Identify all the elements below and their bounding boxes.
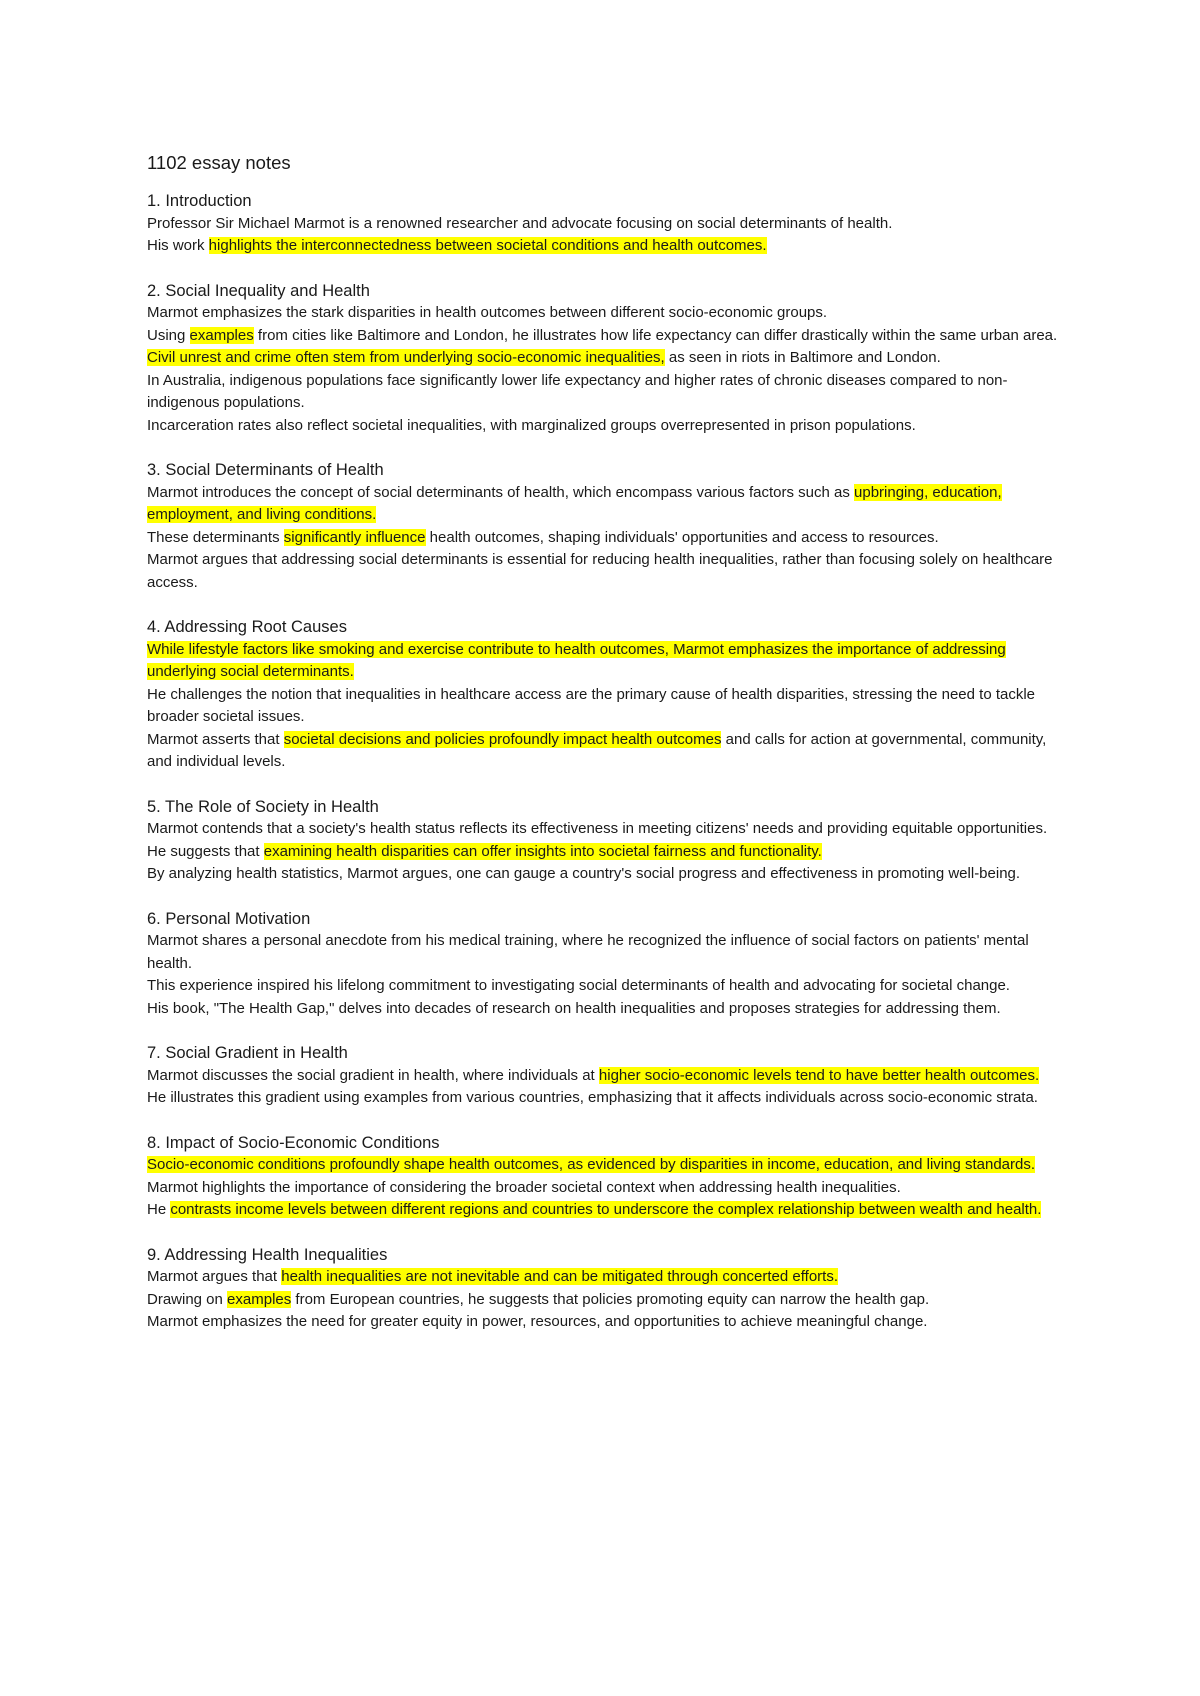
paragraph xyxy=(147,482,1067,527)
paragraph xyxy=(147,1065,1067,1088)
text-segment: Marmot emphasizes the stark disparities in health outcomes between different socio-economic groups. xyxy=(147,304,828,321)
section xyxy=(147,908,1067,1021)
paragraph xyxy=(147,1289,1067,1312)
section-heading: 5. The Role of Society in Health xyxy=(147,797,379,816)
text-segment: Incarceration rates also reflect societal inequalities, with marginalized groups overrepresented in prison populations. xyxy=(147,416,916,434)
highlighted-text: significantly influence xyxy=(283,528,426,546)
text-segment: Marmot discusses the social gradient in health, where individuals at xyxy=(147,1066,599,1084)
text-segment: Using xyxy=(147,326,190,344)
section-heading: 7. Social Gradient in Health xyxy=(147,1044,348,1062)
section xyxy=(147,796,1067,886)
text-segment: His work xyxy=(147,237,209,254)
section-heading: 1. Introduction xyxy=(147,192,252,210)
text-segment: as seen in riots in Baltimore and London. xyxy=(664,349,941,366)
document-title: 1102 essay notes xyxy=(147,152,291,173)
paragraph xyxy=(147,1311,1067,1334)
text-segment: Marmot highlights the importance of considering the broader societal context when addressing health inequalities. xyxy=(147,1178,901,1196)
highlighted-text: examples xyxy=(189,326,254,344)
paragraph xyxy=(147,841,1067,864)
section xyxy=(147,459,1067,594)
paragraph xyxy=(147,975,1067,998)
paragraph xyxy=(147,1177,1067,1200)
paragraph xyxy=(147,302,1067,325)
highlighted-text: health inequalities are not inevitable and can be mitigated through concerted efforts. xyxy=(281,1268,838,1285)
paragraph xyxy=(147,818,1067,841)
text-segment: Marmot argues that addressing social determinants is essential for reducing health inequalities, rather than focusing solely on healthcare access. xyxy=(147,551,1053,591)
paragraph xyxy=(147,1199,1067,1222)
highlighted-text: While lifestyle factors like smoking and exercise contribute to health outcomes, Marmot emphasizes the importance of addressing underlying social determinants. xyxy=(147,640,1006,680)
text-segment: Marmot emphasizes the need for greater equity in power, resources, and opportunities to achieve meaningful change. xyxy=(147,1313,928,1330)
text-segment: Marmot introduces the concept of social determinants of health, which encompass various factors such as xyxy=(147,483,855,501)
text-segment: He suggests that xyxy=(147,842,264,860)
text-segment: and calls for action at governmental, community, and individual levels. xyxy=(147,730,1047,770)
section xyxy=(147,280,1067,438)
text-segment: By analyzing health statistics, Marmot argues, one can gauge a country's social progress and effectiveness in promoting well-being. xyxy=(147,865,1021,882)
highlighted-text: upbringing, education, employment, and living conditions. xyxy=(147,483,1002,523)
highlighted-text: examining health disparities can offer insights into societal fairness and functionality. xyxy=(263,842,822,860)
text-segment: Drawing on xyxy=(147,1290,228,1308)
text-segment: Marmot asserts that xyxy=(147,730,284,748)
text-segment: His book, "The Health Gap," delves into decades of research on health inequalities and proposes strategies for addressing them. xyxy=(147,999,1001,1017)
paragraph xyxy=(147,1266,1067,1289)
text-segment: These determinants xyxy=(147,528,284,546)
highlighted-text: Civil unrest and crime often stem from underlying socio-economic inequalities, xyxy=(147,349,665,366)
section xyxy=(147,190,1067,258)
text-segment: He xyxy=(147,1201,171,1218)
section-heading: 6. Personal Motivation xyxy=(147,909,311,928)
paragraph xyxy=(147,863,1067,886)
paragraph xyxy=(147,213,1067,236)
text-segment: He illustrates this gradient using examples from various countries, emphasizing that it affects individuals across socio-economic strata. xyxy=(147,1089,1038,1106)
paragraph xyxy=(147,347,1067,370)
paragraph xyxy=(147,639,1067,684)
section-heading: 9. Addressing Health Inequalities xyxy=(147,1245,388,1264)
highlighted-text: highlights the interconnectedness between societal conditions and health outcomes. xyxy=(208,237,767,254)
text-segment: This experience inspired his lifelong commitment to investigating social determinants of health and advocating for societal change. xyxy=(147,977,1010,994)
paragraph xyxy=(147,684,1067,729)
section-heading: 2. Social Inequality and Health xyxy=(147,281,370,300)
section-heading: 4. Addressing Root Causes xyxy=(147,618,347,636)
paragraph xyxy=(147,1087,1067,1110)
paragraph xyxy=(147,998,1067,1021)
section xyxy=(147,1042,1067,1110)
paragraph xyxy=(147,549,1067,594)
paragraph xyxy=(147,930,1067,975)
highlighted-text: contrasts income levels between different regions and countries to underscore the complex relationship between wealth and health. xyxy=(170,1201,1042,1218)
paragraph xyxy=(147,325,1067,348)
paragraph xyxy=(147,415,1067,438)
paragraph xyxy=(147,527,1067,550)
paragraph xyxy=(147,235,1067,258)
section xyxy=(147,1132,1067,1222)
highlighted-text: Socio-economic conditions profoundly shape health outcomes, as evidenced by disparities in income, education, and living standards. xyxy=(147,1156,1036,1173)
highlighted-text: societal decisions and policies profoundly impact health outcomes xyxy=(283,730,722,748)
text-segment: Marmot argues that xyxy=(147,1268,282,1285)
section-heading: 3. Social Determinants of Health xyxy=(147,461,384,479)
paragraph xyxy=(147,1154,1067,1177)
section xyxy=(147,1244,1067,1334)
sections-container xyxy=(147,190,1067,1334)
text-segment: Marmot contends that a society's health status reflects its effectiveness in meeting citizens' needs and providing equitable opportunities. xyxy=(147,820,1048,837)
text-segment: Professor Sir Michael Marmot is a renowned researcher and advocate focusing on social determinants of health. xyxy=(147,214,893,232)
highlighted-text: examples xyxy=(227,1290,292,1308)
section-heading: 8. Impact of Socio-Economic Conditions xyxy=(147,1133,440,1152)
document-body xyxy=(147,150,1067,1356)
text-segment: He challenges the notion that inequalities in healthcare access are the primary cause of health disparities, stressing the need to tackle broader societal issues. xyxy=(147,685,1036,725)
paragraph xyxy=(147,370,1067,415)
section xyxy=(147,616,1067,774)
text-segment: In Australia, indigenous populations face significantly lower life expectancy and higher rates of chronic diseases compared to non-indigenous populations. xyxy=(147,371,1008,411)
text-segment: Marmot shares a personal anecdote from his medical training, where he recognized the influence of social factors on patients' mental health. xyxy=(147,932,1029,972)
highlighted-text: higher socio-economic levels tend to have better health outcomes. xyxy=(598,1066,1040,1084)
text-segment: from cities like Baltimore and London, he illustrates how life expectancy can differ drastically within the same urban area. xyxy=(253,326,1058,344)
paragraph xyxy=(147,729,1067,774)
text-segment: health outcomes, shaping individuals' opportunities and access to resources. xyxy=(425,528,939,546)
text-segment: from European countries, he suggests that policies promoting equity can narrow the health gap. xyxy=(291,1290,930,1308)
